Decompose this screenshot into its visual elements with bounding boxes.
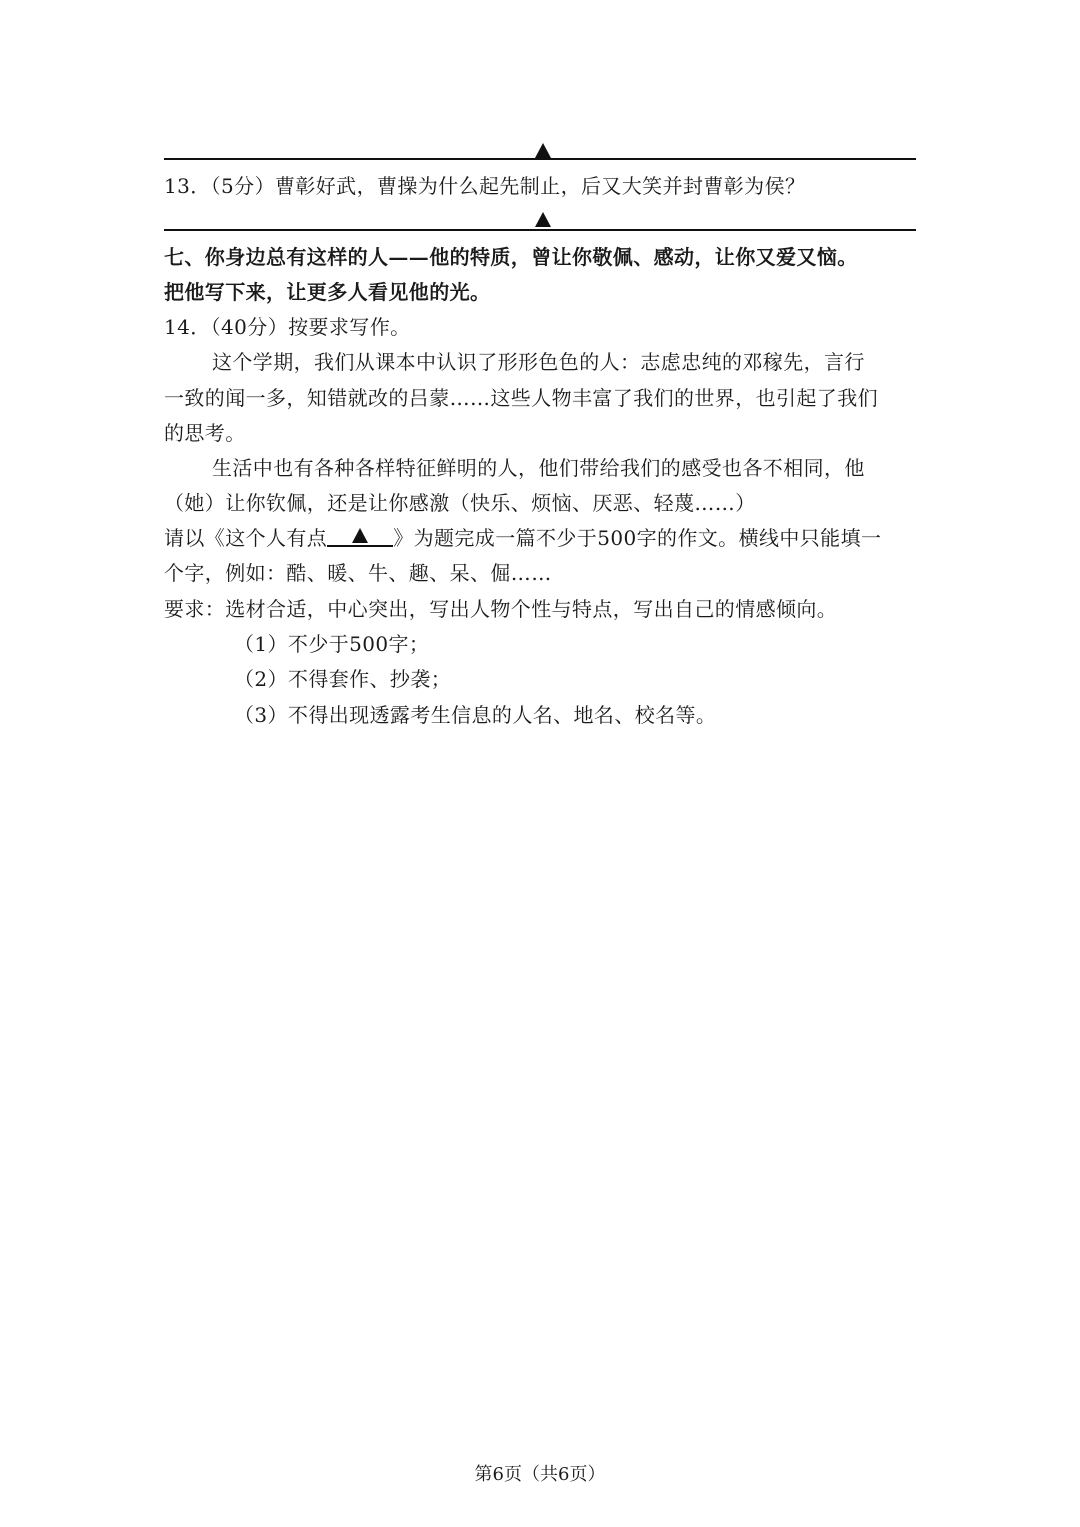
q14-para1-line3: 的思考。 [164,421,246,445]
q14-requirement-1: （1）不少于500字； [234,632,430,656]
q14-prompt-line1 [164,524,916,552]
section-7-heading-line1: 七、你身边总有这样的人——他的特质，曾让你敬佩、感动，让你又爱又恼。 [164,245,858,269]
q14-para1-line2: 一致的闻一多，知错就改的吕蒙……这些人物丰富了我们的世界，也引起了我们 [164,386,878,410]
section-7-heading-line2: 把他写下来，让更多人看见他的光。 [164,280,491,304]
q14-para2-line2: （她）让你钦佩，还是让你感激（快乐、烦恼、厌恶、轻蔑……） [164,491,756,515]
title-blank [327,525,393,547]
q14-requirement-3: （3）不得出现透露考生信息的人名、地名、校名等。 [234,703,717,727]
answer-marker-icon [535,212,551,227]
page-footer: 第6页（共6页） [474,1464,606,1485]
prompt-after: 》为题完成一篇不少于500字的作文。横线中只能填一 [393,526,882,550]
q14-para2-line1: 生活中也有各种各样特征鲜明的人，他们带给我们的感受也各不相同，他 [212,456,865,480]
q14-requirements-intro: 要求：选材合适，中心突出，写出人物个性与特点，写出自己的情感倾向。 [164,597,838,621]
q14-prompt-line2: 个字，例如：酷、暖、牛、趣、呆、倔…… [164,561,552,585]
question-13: 13．（5分）曹彰好武，曹操为什么起先制止，后又大笑并封曹彰为侯？ [164,174,806,198]
answer-marker-icon [535,143,551,158]
answer-line-13 [164,229,916,231]
answer-line [164,158,916,160]
q14-requirement-2: （2）不得套作、抄袭； [234,667,452,691]
q14-para1-line1: 这个学期，我们从课本中认识了形形色色的人：志虑忠纯的邓稼先，言行 [212,350,865,374]
prompt-before: 请以《这个人有点 [164,526,328,550]
blank-marker-icon [352,528,368,543]
question-14-heading: 14．（40分）按要求写作。 [164,315,411,339]
